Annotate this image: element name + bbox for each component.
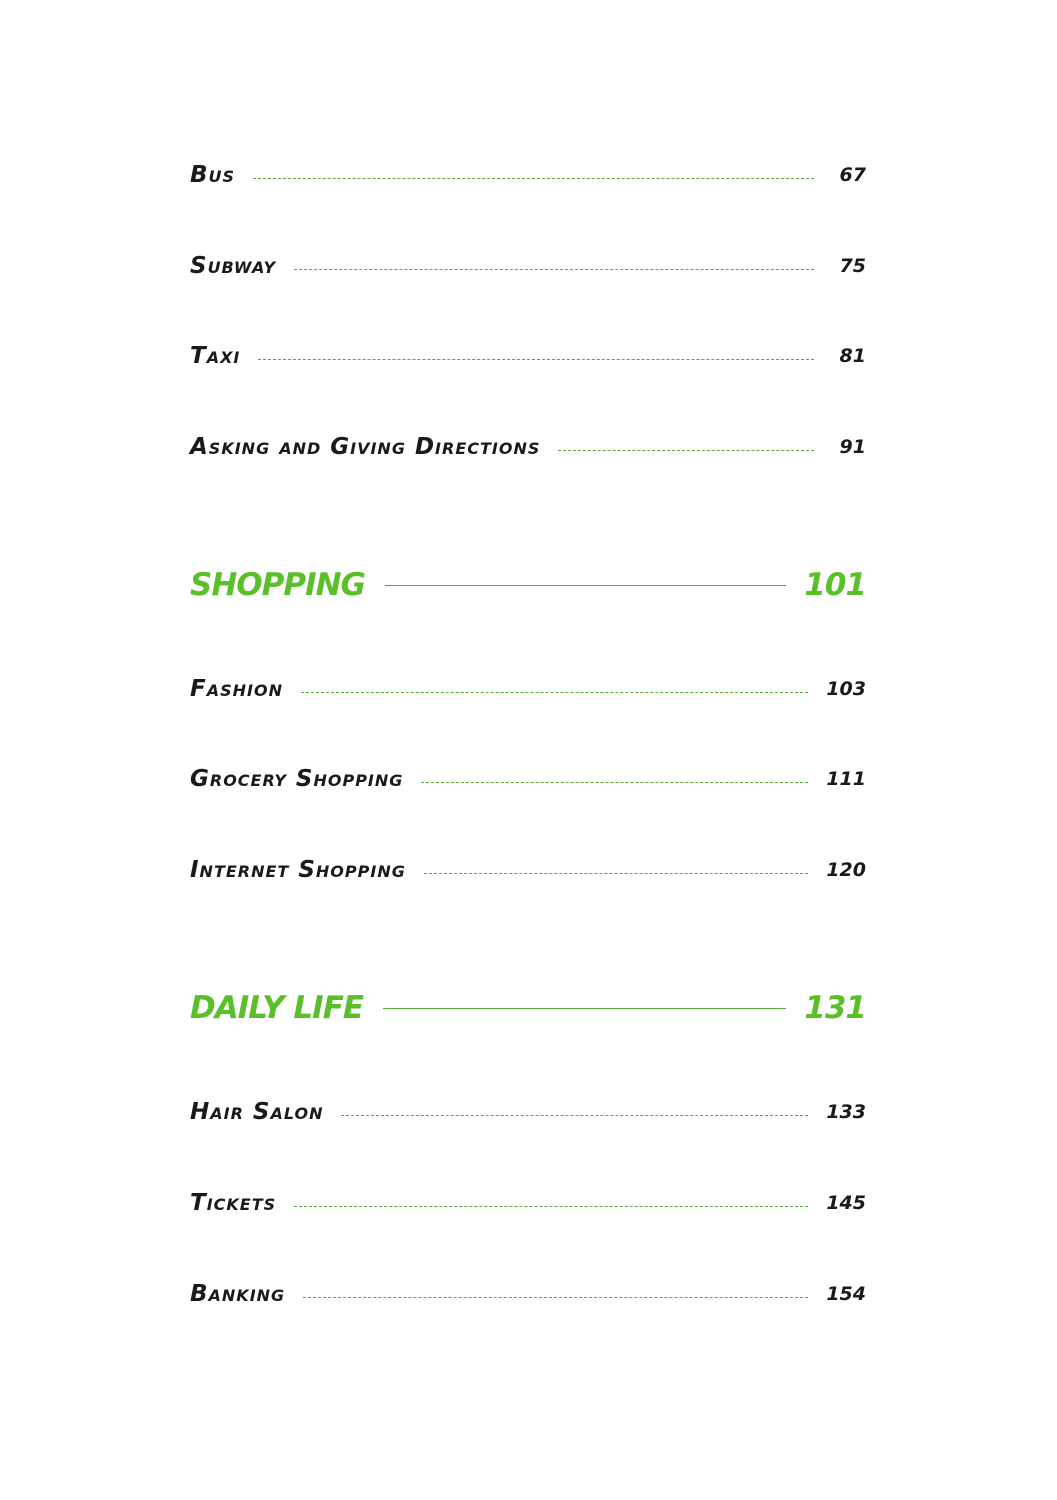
toc-entry-label: Tickets xyxy=(190,1190,277,1216)
toc-entry-page: 81 xyxy=(839,345,866,367)
toc-entry-page: 133 xyxy=(826,1101,866,1123)
section-page: 131 xyxy=(804,990,866,1026)
toc-entry-page: 120 xyxy=(826,859,866,881)
toc-entry-page: 154 xyxy=(826,1283,866,1305)
toc-entry-label: Asking and Giving Directions xyxy=(190,434,541,460)
dotted-leader xyxy=(253,178,814,179)
toc-entry-page: 103 xyxy=(826,678,866,700)
toc-entry-hair-salon[interactable] xyxy=(190,1099,866,1125)
toc-section-daily-life[interactable] xyxy=(190,990,866,1026)
toc-entry-page: 111 xyxy=(826,768,866,790)
dotted-leader xyxy=(303,1297,808,1298)
toc-entry-banking[interactable] xyxy=(190,1281,866,1307)
dotted-leader xyxy=(341,1115,808,1116)
toc-entry-subway[interactable] xyxy=(190,253,866,279)
toc-entry-label: Hair Salon xyxy=(190,1099,324,1125)
dotted-leader xyxy=(424,873,808,874)
dotted-leader xyxy=(301,692,808,693)
toc-entry-label: Taxi xyxy=(190,343,241,369)
toc-entry-label: Fashion xyxy=(190,676,283,702)
toc-entry-grocery-shopping[interactable] xyxy=(190,766,866,792)
toc-entry-label: Grocery Shopping xyxy=(190,766,404,792)
section-page: 101 xyxy=(804,567,866,603)
toc-entry-label: Subway xyxy=(190,253,277,279)
toc-entry-taxi[interactable] xyxy=(190,343,866,369)
dotted-leader xyxy=(258,359,814,360)
toc-entry-label: Internet Shopping xyxy=(190,857,406,883)
section-title: DAILY LIFE xyxy=(190,990,364,1026)
toc-entry-page: 75 xyxy=(839,255,866,277)
toc-section-shopping[interactable] xyxy=(190,567,866,603)
dotted-leader xyxy=(294,1206,808,1207)
section-rule xyxy=(385,585,786,586)
dotted-leader xyxy=(421,782,808,783)
toc-entry-page: 91 xyxy=(839,436,866,458)
toc-entry-bus[interactable] xyxy=(190,162,866,188)
toc-entry-page: 145 xyxy=(826,1192,866,1214)
toc-entry-label: Banking xyxy=(190,1281,286,1307)
section-title: SHOPPING xyxy=(190,567,365,603)
dotted-leader xyxy=(558,450,814,451)
toc-entry-tickets[interactable] xyxy=(190,1190,866,1216)
toc-entry-directions[interactable] xyxy=(190,434,866,460)
toc-entry-page: 67 xyxy=(839,164,866,186)
toc-entry-internet-shopping[interactable] xyxy=(190,857,866,883)
dotted-leader xyxy=(294,269,814,270)
toc-entry-label: Bus xyxy=(190,162,236,188)
section-rule xyxy=(383,1008,786,1009)
toc-entry-fashion[interactable] xyxy=(190,676,866,702)
